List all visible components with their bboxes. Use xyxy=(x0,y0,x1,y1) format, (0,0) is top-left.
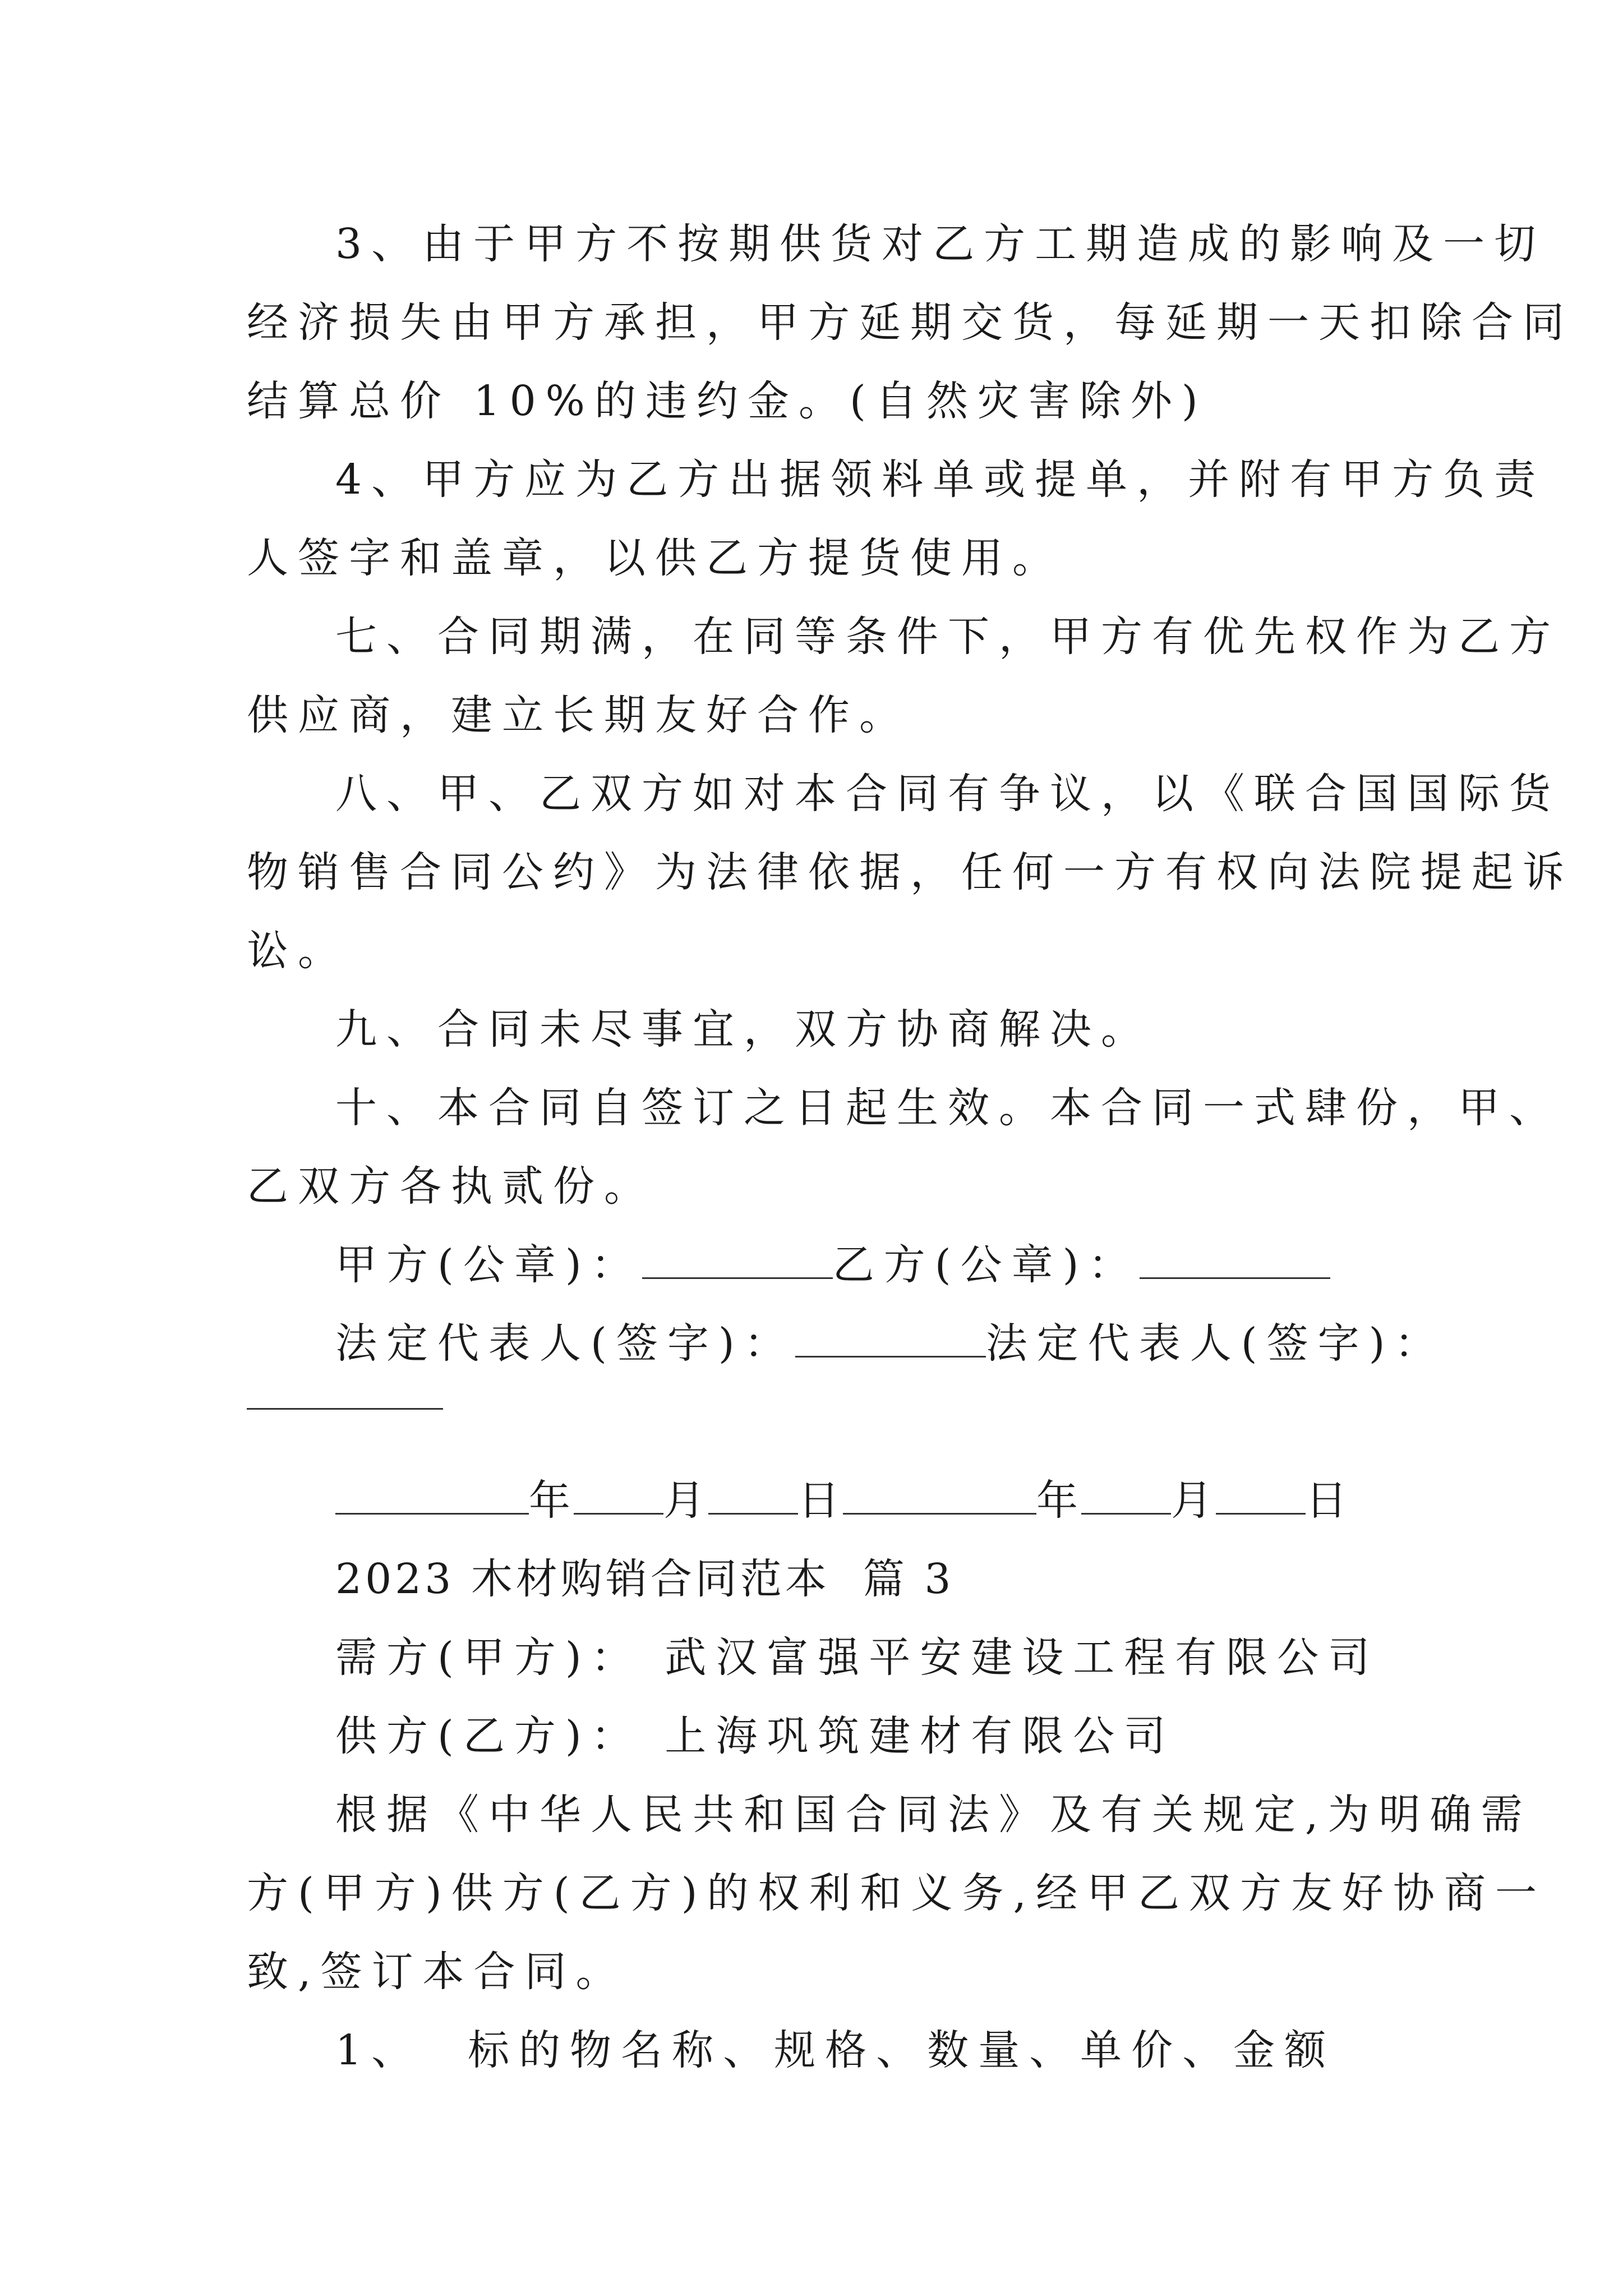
party-a-seal-label: 甲方(公章)： xyxy=(335,1241,642,1289)
month-b-blank xyxy=(1081,1474,1171,1515)
year-a-label: 年 xyxy=(529,1476,574,1525)
intro-line-3: 致,签订本合同。 xyxy=(247,1948,627,1996)
article-10-line-1: 十、本合同自签订之日起生效。本合同一式肆份，甲、 xyxy=(335,1084,1560,1132)
day-a-label: 日 xyxy=(798,1476,843,1525)
date-line xyxy=(335,1461,1350,1540)
clause-4-line-1: 4、甲方应为乙方出据领料单或提单，并附有甲方负责 xyxy=(335,455,1546,504)
article-10-line-2: 乙双方各执贰份。 xyxy=(247,1162,655,1211)
day-b-label: 日 xyxy=(1306,1476,1350,1525)
month-b-label: 月 xyxy=(1171,1476,1216,1525)
rep-a-label: 法定代表人(签字)： xyxy=(335,1319,795,1368)
clause-3-line-1: 3、由于甲方不按期供货对乙方工期造成的影响及一切 xyxy=(335,220,1546,268)
article-9-line-1: 九、合同未尽事宜，双方协商解决。 xyxy=(335,1005,1152,1053)
article-7-line-2: 供应商，建立长期友好合作。 xyxy=(247,691,910,739)
party-b-seal-label: 乙方(公章)： xyxy=(832,1241,1140,1289)
representative-line xyxy=(335,1304,1446,1383)
year-b-blank xyxy=(843,1474,1036,1515)
year-b-label: 年 xyxy=(1036,1476,1081,1525)
clause-3-line-3: 结算总价 10%的违约金。(自然灾害除外) xyxy=(247,377,1207,425)
item-1-line: 1、 标的物名称、规格、数量、单价、金额 xyxy=(335,2026,1336,2074)
month-a-blank xyxy=(574,1474,663,1515)
article-7-line-1: 七、合同期满，在同等条件下，甲方有优先权作为乙方 xyxy=(335,613,1560,661)
seal-line xyxy=(335,1226,1330,1304)
party-a-seal-blank xyxy=(642,1238,833,1279)
day-b-blank xyxy=(1216,1474,1306,1515)
clause-4-line-2: 人签字和盖章，以供乙方提货使用。 xyxy=(247,534,1063,582)
party-b-seal-blank xyxy=(1140,1238,1330,1279)
article-8-line-2: 物销售合同公约》为法律依据，任何一方有权向法院提起诉 xyxy=(247,848,1574,896)
article-8-line-3: 讼。 xyxy=(247,927,349,975)
rep-a-blank xyxy=(795,1317,986,1358)
buyer-line: 需方(甲方)： 武汉富强平安建设工程有限公司 xyxy=(335,1634,1380,1682)
day-a-blank xyxy=(708,1474,798,1515)
section-3-title: 2023 木材购销合同范本 篇 3 xyxy=(335,1555,955,1603)
year-a-blank xyxy=(335,1474,529,1515)
clause-3-line-2: 经济损失由甲方承担，甲方延期交货，每延期一天扣除合同 xyxy=(247,298,1574,347)
rep-b-blank xyxy=(247,1408,443,1410)
rep-b-label: 法定代表人(签字)： xyxy=(985,1319,1446,1368)
article-8-line-1: 八、甲、乙双方如对本合同有争议，以《联合国国际货 xyxy=(335,770,1560,818)
seller-line: 供方(乙方)： 上海巩筑建材有限公司 xyxy=(335,1712,1175,1760)
month-a-label: 月 xyxy=(663,1476,708,1525)
intro-line-1: 根据《中华人民共和国合同法》及有关规定,为明确需 xyxy=(335,1791,1532,1839)
intro-line-2: 方(甲方)供方(乙方)的权利和义务,经甲乙双方友好协商一 xyxy=(247,1869,1546,1917)
